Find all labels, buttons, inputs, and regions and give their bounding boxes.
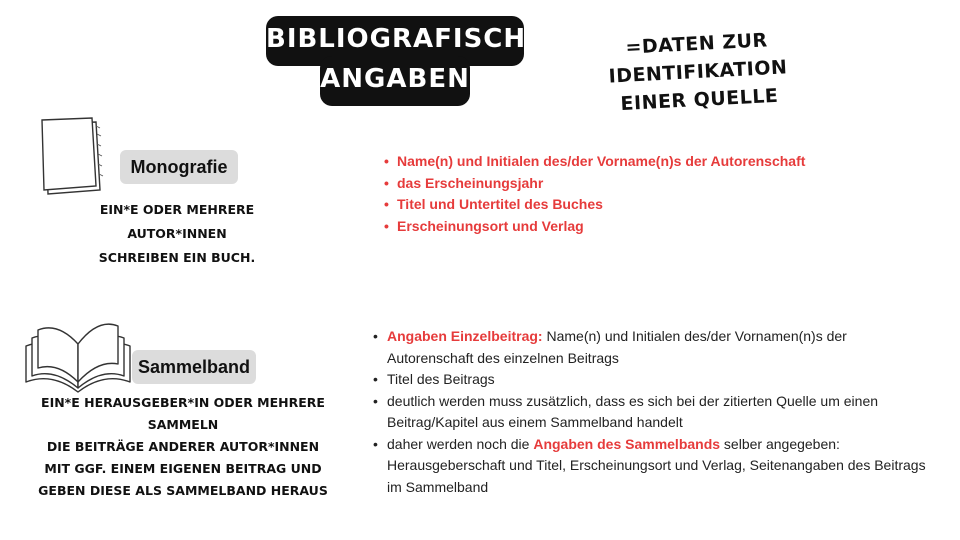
highlight-einzelbeitrag: Angaben Einzelbeitrag: — [387, 328, 543, 344]
list-item — [372, 391, 932, 434]
monografie-label: Monografie — [120, 150, 238, 184]
item-text: Name(n) und Initialen des/der Vornamen(n)s der Autorenschaft des einzelnen Beitrags — [387, 328, 847, 366]
sammelband-description — [8, 392, 358, 502]
list-item — [372, 326, 932, 369]
item-text: deutlich werden muss zusätzlich, dass es sich bei der zitierten Quelle um einen Beitrag/Kapitel aus einem Sammelband handelt — [387, 392, 879, 430]
list-item — [372, 434, 932, 499]
list-item: • das Erscheinungsjahr — [384, 173, 904, 195]
list-item: • Erscheinungsort und Verlag — [384, 216, 904, 238]
monografie-list — [384, 151, 904, 237]
sammelband-description-line3: MIT GGF. EINEM EIGENEN BEITRAG UND — [44, 461, 322, 476]
highlight-sammelband: Angaben des Sammelbands — [533, 435, 721, 452]
book-closed-icon — [36, 114, 108, 198]
definition-line1: =DATEN ZUR IDENTIFIKATION — [608, 29, 788, 88]
sammelband-description-line4: GEBEN DIESE ALS SAMMELBAND HERAUS — [38, 483, 328, 498]
list-item: • Titel und Untertitel des Buches — [384, 194, 904, 216]
monografie-description-line2: SCHREIBEN EIN BUCH. — [98, 250, 256, 265]
monografie-description-line1: EIN*E ODER MEHRERE AUTOR*INNEN — [99, 202, 255, 241]
item-text: Titel des Beitrags — [387, 371, 495, 387]
definition — [546, 22, 850, 122]
list-item — [372, 369, 932, 391]
list-item: • Name(n) und Initialen des/der Vorname(n)s der Autorenschaft — [384, 151, 904, 173]
sammelband-label: Sammelband — [132, 350, 256, 384]
monografie-description — [52, 198, 302, 270]
book-open-icon — [22, 316, 134, 396]
sammelband-description-line2: DIE BEITRÄGE ANDERER AUTOR*INNEN — [46, 439, 320, 454]
page-title-line1: BIBLIOGRAFISCHE — [266, 24, 545, 54]
sammelband-description-line1: EIN*E HERAUSGEBER*IN ODER MEHRERE SAMMELN — [41, 395, 325, 432]
sammelband-list — [372, 326, 932, 498]
page-title-line2: ANGABEN — [320, 64, 470, 94]
item-text: daher werden noch die — [387, 435, 534, 452]
definition-line2: EINER QUELLE — [620, 84, 779, 116]
item-text: selber angegeben: Herausgeberschaft und Titel, Erscheinungsort und Verlag, Seitenangaben des Beitrags im Sammelband — [387, 435, 926, 495]
